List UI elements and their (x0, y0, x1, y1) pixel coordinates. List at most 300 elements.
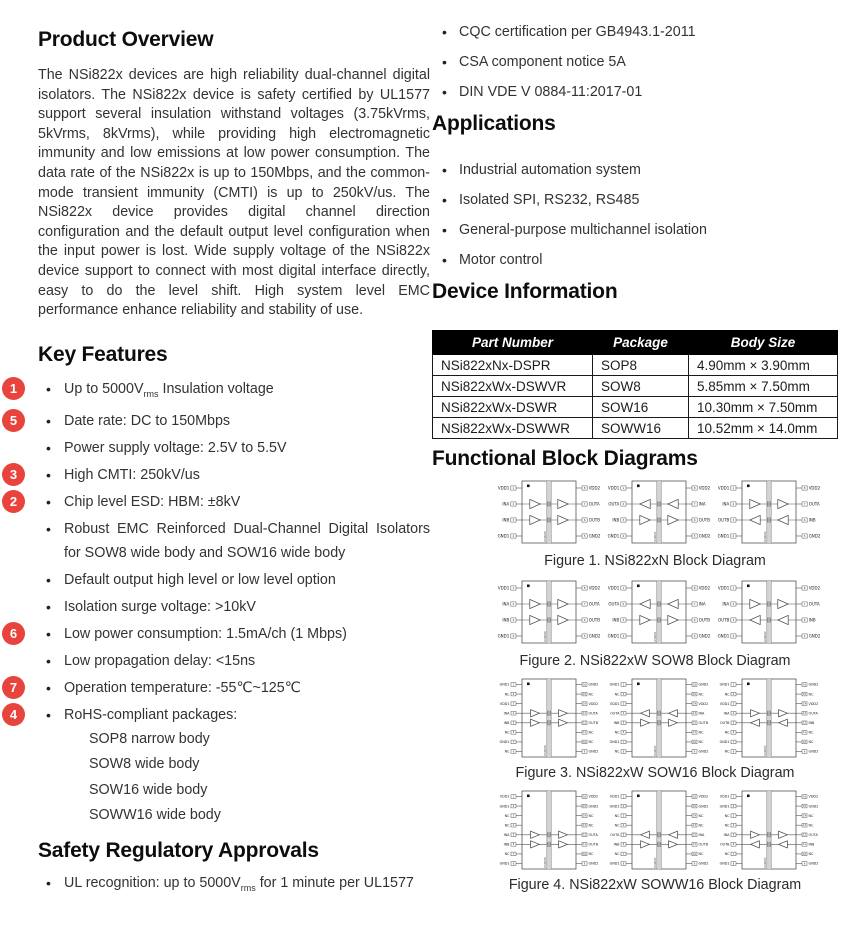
list-item (9, 622, 430, 646)
svg-text:GND2: GND2 (698, 682, 709, 687)
bullet-icon: • (46, 598, 51, 615)
svg-text:NC: NC (698, 813, 704, 818)
svg-text:3: 3 (512, 517, 515, 522)
svg-text:4: 4 (622, 633, 625, 638)
svg-text:2: 2 (512, 692, 515, 696)
svg-text:6: 6 (693, 617, 696, 622)
svg-text:10: 10 (802, 740, 807, 744)
list-item (9, 703, 430, 829)
svg-text:4: 4 (622, 533, 625, 538)
svg-text:GND1: GND1 (499, 861, 510, 866)
svg-text:NSi8221: NSi8221 (653, 857, 657, 868)
applications-list (432, 160, 838, 270)
bullet-icon: • (442, 222, 447, 238)
svg-text:OUTB: OUTB (588, 617, 600, 623)
svg-text:6: 6 (732, 843, 735, 847)
svg-text:14: 14 (692, 814, 697, 818)
table-row (433, 355, 838, 376)
svg-text:3: 3 (732, 814, 735, 818)
svg-text:NSi8220: NSi8220 (543, 631, 547, 642)
list-item (432, 160, 838, 180)
svg-text:7: 7 (803, 601, 806, 606)
svg-text:GND1: GND1 (499, 740, 510, 745)
svg-text:NC: NC (504, 692, 510, 697)
list-item-text: RoHS-compliant packages: SOP8 narrow body SOW8 wide body SOW16 wide body SOWW16 wide body (64, 703, 430, 829)
svg-text:5: 5 (512, 833, 515, 837)
list-item-text: CQC certification per GB4943.1-2011 (459, 24, 696, 40)
list-item (432, 250, 838, 270)
svg-text:1: 1 (732, 795, 735, 799)
list-item-text: UL recognition: up to $5000V_{rms}$ for 1 minute per UL1577 (64, 874, 414, 893)
svg-text:NC: NC (588, 730, 594, 735)
figure-block (490, 477, 820, 569)
figure-caption: Figure 3. NSi822xW SOW16 Block Diagram (515, 765, 795, 781)
svg-text:7: 7 (693, 601, 696, 606)
svg-text:NSi8221: NSi8221 (653, 745, 657, 756)
svg-text:6: 6 (693, 517, 696, 522)
svg-text:INB: INB (613, 720, 620, 725)
figure-caption: Figure 1. NSi822xN Block Diagram (544, 553, 766, 569)
bullet-icon: • (46, 652, 51, 669)
svg-text:NC: NC (808, 692, 814, 697)
figure-block (490, 677, 820, 781)
table-cell: NSi822xWx-DSWR (433, 397, 593, 418)
approvals-list (432, 22, 838, 102)
bullet-icon: • (442, 84, 447, 100)
svg-text:INA: INA (503, 711, 510, 716)
list-item-text: Date rate: DC to 150Mbps (64, 412, 231, 429)
svg-text:11: 11 (802, 731, 807, 735)
svg-text:2: 2 (622, 601, 625, 606)
feature-number-badge: 7 (2, 676, 25, 699)
svg-text:7: 7 (622, 852, 625, 856)
svg-text:OUTB: OUTB (718, 517, 730, 523)
svg-text:OUTB: OUTB (719, 842, 730, 847)
svg-text:NC: NC (808, 823, 814, 828)
svg-text:INA: INA (698, 711, 705, 716)
svg-text:GND2: GND2 (588, 633, 601, 639)
table-cell: 5.85mm × 7.50mm (689, 376, 838, 397)
svg-text:15: 15 (582, 692, 587, 696)
svg-text:VDD2: VDD2 (698, 485, 711, 491)
svg-text:VDD2: VDD2 (588, 794, 599, 799)
svg-text:NC: NC (724, 749, 730, 754)
svg-text:6: 6 (803, 517, 806, 522)
svg-text:7: 7 (732, 740, 735, 744)
bullet-icon: • (442, 54, 447, 70)
svg-text:3: 3 (732, 517, 735, 522)
svg-text:NC: NC (588, 740, 594, 745)
svg-text:7: 7 (512, 852, 515, 856)
applications-heading: Applications (432, 112, 556, 135)
svg-text:GND1: GND1 (717, 633, 730, 639)
svg-text:3: 3 (622, 517, 625, 522)
svg-text:NC: NC (724, 692, 730, 697)
svg-text:11: 11 (692, 843, 697, 847)
svg-text:GND1: GND1 (499, 804, 510, 809)
svg-text:5: 5 (803, 533, 806, 538)
list-item (38, 871, 430, 900)
device-information-table (432, 330, 838, 439)
svg-text:OUTB: OUTB (698, 842, 709, 847)
bullet-icon: • (46, 412, 51, 429)
svg-text:12: 12 (582, 833, 587, 837)
package-option: SOP8 narrow body (89, 730, 210, 747)
svg-text:7: 7 (732, 852, 735, 856)
svg-text:OUTA: OUTA (588, 601, 600, 607)
svg-text:NSi8222: NSi8222 (763, 745, 767, 756)
svg-text:VDD2: VDD2 (588, 485, 601, 491)
svg-text:7: 7 (512, 740, 515, 744)
svg-text:GND2: GND2 (698, 861, 709, 866)
svg-text:INA: INA (503, 832, 510, 837)
svg-text:5: 5 (803, 633, 806, 638)
svg-text:NC: NC (504, 730, 510, 735)
svg-text:NC: NC (724, 823, 730, 828)
svg-text:2: 2 (732, 501, 735, 506)
table-header-row (433, 331, 838, 355)
svg-text:15: 15 (692, 692, 697, 696)
device-table-body (433, 355, 838, 439)
svg-text:3: 3 (622, 617, 625, 622)
chip-diagram (490, 789, 820, 873)
svg-text:4: 4 (512, 824, 515, 828)
bullet-icon: • (46, 380, 51, 397)
svg-text:NC: NC (614, 730, 620, 735)
svg-text:VDD2: VDD2 (698, 794, 709, 799)
svg-text:10: 10 (582, 852, 587, 856)
svg-text:14: 14 (802, 814, 807, 818)
chip-diagram (490, 677, 820, 761)
list-item (432, 52, 838, 72)
svg-text:12: 12 (802, 833, 807, 837)
svg-text:GND2: GND2 (698, 804, 709, 809)
svg-text:VDD1: VDD1 (499, 794, 510, 799)
svg-text:NSi8222: NSi8222 (763, 531, 767, 542)
svg-text:3: 3 (622, 702, 625, 706)
svg-text:NC: NC (724, 813, 730, 818)
svg-text:NSi8220: NSi8220 (543, 857, 547, 868)
svg-text:VDD2: VDD2 (808, 585, 820, 591)
svg-text:1: 1 (622, 683, 625, 687)
svg-text:7: 7 (583, 501, 586, 506)
fbd-heading: Functional Block Diagrams (432, 447, 698, 470)
svg-text:13: 13 (692, 824, 697, 828)
svg-text:INA: INA (698, 832, 705, 837)
svg-text:OUTB: OUTB (718, 617, 730, 623)
svg-text:GND2: GND2 (808, 861, 819, 866)
svg-text:OUTB: OUTB (698, 517, 710, 523)
svg-text:OUTB: OUTB (588, 517, 600, 523)
svg-text:2: 2 (512, 804, 515, 808)
svg-text:GND1: GND1 (497, 633, 510, 639)
package-option: SOW8 wide body (89, 756, 200, 773)
table-header-cell: Body Size (689, 331, 838, 355)
svg-text:GND1: GND1 (607, 533, 620, 539)
svg-text:NC: NC (808, 813, 814, 818)
svg-text:4: 4 (732, 533, 735, 538)
svg-text:4: 4 (512, 533, 515, 538)
svg-text:5: 5 (583, 633, 586, 638)
list-item-text: Operation temperature: -55℃~125℃ (64, 679, 301, 696)
chip-diagram (490, 577, 820, 649)
product-overview-heading: Product Overview (38, 28, 214, 51)
product-overview-paragraph: The NSi822x devices are high reliability dual-channel digital isolators. The NSi822x device is safety certified by UL1577 support several insulation withstand voltages (3.75kVrms, 5kVrms, 8kVrms), while providing high electromagnetic immunity and low emissions at low power consumption. The data rate of the NSi822x is up to 150Mbps, and the common-mode transient immunity (CMTI) is up to 250kV/us. The NSi822x device provides digital channel direction configuration and the default output level configuration when the input power is lost. Wide supply voltage of the NSi822x device support to connect with most digital interface directly, easy to do the level shift. High system level EMC performance enhance reliability and stability of use. (38, 67, 430, 319)
svg-text:INB: INB (808, 842, 815, 847)
svg-text:9: 9 (693, 750, 696, 754)
svg-text:7: 7 (622, 740, 625, 744)
feature-number-badge: 5 (2, 409, 25, 432)
svg-text:3: 3 (512, 814, 515, 818)
svg-text:1: 1 (622, 585, 625, 590)
right-column (432, 0, 838, 901)
table-cell: SOW16 (593, 397, 689, 418)
svg-text:INA: INA (723, 832, 730, 837)
bullet-icon: • (46, 874, 51, 891)
table-cell: SOP8 (593, 355, 689, 376)
svg-text:5: 5 (583, 533, 586, 538)
svg-text:16: 16 (802, 683, 807, 687)
svg-text:GND2: GND2 (808, 533, 820, 539)
left-column (9, 0, 430, 902)
svg-text:NC: NC (504, 813, 510, 818)
svg-text:8: 8 (583, 485, 586, 490)
svg-text:OUTA: OUTA (608, 501, 620, 507)
svg-text:NC: NC (614, 823, 620, 828)
figure-block (490, 577, 820, 669)
svg-text:INA: INA (698, 501, 706, 507)
svg-text:5: 5 (512, 721, 515, 725)
bullet-icon: • (46, 706, 51, 723)
svg-text:NC: NC (614, 852, 620, 857)
svg-text:5: 5 (693, 533, 696, 538)
svg-text:VDD2: VDD2 (698, 701, 709, 706)
svg-text:VDD1: VDD1 (609, 701, 620, 706)
svg-text:VDD2: VDD2 (588, 585, 601, 591)
svg-text:1: 1 (512, 485, 515, 490)
svg-text:OUTA: OUTA (808, 601, 820, 607)
svg-text:13: 13 (582, 824, 587, 828)
svg-text:GND2: GND2 (588, 749, 599, 754)
svg-text:16: 16 (582, 795, 587, 799)
feature-number-badge: 6 (2, 622, 25, 645)
list-item (9, 409, 430, 433)
svg-text:INA: INA (502, 601, 510, 607)
svg-text:16: 16 (692, 683, 697, 687)
svg-text:OUTA: OUTA (808, 501, 820, 507)
bullet-icon: • (442, 192, 447, 208)
svg-text:2: 2 (732, 804, 735, 808)
svg-text:VDD2: VDD2 (698, 585, 711, 591)
key-features-list (9, 377, 430, 829)
table-cell: 4.90mm × 3.90mm (689, 355, 838, 376)
figures-container (432, 477, 838, 893)
svg-text:3: 3 (732, 617, 735, 622)
list-item-text: Isolation surge voltage: >10kV (64, 598, 256, 615)
svg-text:6: 6 (732, 731, 735, 735)
svg-text:OUTB: OUTB (698, 720, 709, 725)
svg-text:VDD1: VDD1 (499, 701, 510, 706)
svg-text:GND1: GND1 (609, 804, 620, 809)
table-cell: SOW8 (593, 376, 689, 397)
svg-text:GND2: GND2 (588, 804, 599, 809)
svg-text:9: 9 (803, 750, 806, 754)
svg-text:12: 12 (692, 833, 697, 837)
svg-text:9: 9 (693, 862, 696, 866)
svg-text:15: 15 (802, 804, 807, 808)
svg-text:10: 10 (582, 740, 587, 744)
svg-text:GND1: GND1 (497, 533, 510, 539)
svg-text:2: 2 (512, 501, 515, 506)
svg-text:13: 13 (802, 824, 807, 828)
svg-text:GND2: GND2 (808, 749, 819, 754)
key-features-heading: Key Features (38, 342, 168, 366)
svg-text:NC: NC (808, 740, 814, 745)
svg-text:8: 8 (803, 485, 806, 490)
svg-text:GND2: GND2 (698, 533, 711, 539)
chip-diagram (490, 477, 820, 549)
svg-text:GND2: GND2 (698, 633, 711, 639)
svg-text:NC: NC (588, 852, 594, 857)
list-item-text: General-purpose multichannel isolation (459, 222, 707, 238)
svg-text:OUTA: OUTA (808, 832, 818, 837)
list-item-text: High CMTI: 250kV/us (64, 466, 200, 483)
list-item-text: Robust EMC Reinforced Dual-Channel Digital Isolators for SOW8 wide body and SOW16 wide body (64, 520, 430, 561)
svg-text:NC: NC (588, 692, 594, 697)
svg-text:5: 5 (732, 833, 735, 837)
svg-text:INA: INA (723, 711, 730, 716)
list-item-text: CSA component notice 5A (459, 54, 626, 70)
svg-text:4: 4 (512, 712, 515, 716)
svg-text:8: 8 (732, 750, 735, 754)
svg-text:NC: NC (614, 692, 620, 697)
svg-text:8: 8 (622, 750, 625, 754)
svg-text:NC: NC (504, 823, 510, 828)
table-cell: NSi822xWx-DSWVR (433, 376, 593, 397)
svg-text:VDD1: VDD1 (719, 794, 730, 799)
svg-text:OUTA: OUTA (610, 711, 620, 716)
svg-text:13: 13 (582, 712, 587, 716)
svg-text:NC: NC (588, 813, 594, 818)
svg-text:6: 6 (583, 617, 586, 622)
svg-text:5: 5 (732, 721, 735, 725)
list-item-text: Industrial automation system (459, 162, 641, 178)
svg-text:NSi8222: NSi8222 (763, 631, 767, 642)
chip-diagram-svg (490, 577, 820, 649)
svg-text:NC: NC (504, 852, 510, 857)
svg-text:14: 14 (692, 702, 697, 706)
svg-text:NC: NC (698, 730, 704, 735)
svg-text:GND1: GND1 (609, 861, 620, 866)
list-item (38, 649, 430, 673)
safety-heading: Safety Regulatory Approvals (38, 838, 319, 862)
svg-text:9: 9 (583, 862, 586, 866)
svg-text:NC: NC (808, 852, 814, 857)
list-item (38, 568, 430, 592)
svg-text:NC: NC (724, 730, 730, 735)
package-option: SOW16 wide body (89, 781, 208, 798)
svg-text:1: 1 (622, 795, 625, 799)
svg-text:15: 15 (802, 692, 807, 696)
svg-text:OUTB: OUTB (588, 842, 599, 847)
svg-text:OUTA: OUTA (610, 832, 620, 837)
svg-text:12: 12 (802, 721, 807, 725)
svg-text:NC: NC (588, 823, 594, 828)
svg-text:15: 15 (582, 804, 587, 808)
svg-text:VDD1: VDD1 (607, 585, 620, 591)
svg-text:14: 14 (802, 702, 807, 706)
svg-text:8: 8 (622, 862, 625, 866)
bullet-icon: • (46, 439, 51, 456)
svg-text:GND2: GND2 (588, 861, 599, 866)
svg-text:INB: INB (612, 617, 620, 623)
svg-text:INB: INB (503, 720, 510, 725)
svg-text:2: 2 (622, 692, 625, 696)
bullet-icon: • (442, 252, 447, 268)
svg-text:INB: INB (613, 842, 620, 847)
svg-text:15: 15 (692, 804, 697, 808)
svg-text:NSi8222: NSi8222 (763, 857, 767, 868)
list-item-text: Power supply voltage: 2.5V to 5.5V (64, 439, 287, 456)
svg-text:9: 9 (803, 862, 806, 866)
svg-text:12: 12 (582, 721, 587, 725)
list-item (9, 490, 430, 514)
bullet-icon: • (442, 24, 447, 40)
list-item (9, 377, 430, 406)
svg-text:3: 3 (732, 702, 735, 706)
svg-text:INA: INA (698, 601, 706, 607)
feature-number-badge: 1 (2, 377, 25, 400)
svg-text:OUTB: OUTB (698, 617, 710, 623)
svg-text:VDD1: VDD1 (717, 585, 730, 591)
svg-text:OUTA: OUTA (808, 711, 818, 716)
chip-diagram-svg (490, 677, 820, 761)
svg-text:16: 16 (802, 795, 807, 799)
svg-text:10: 10 (692, 740, 697, 744)
svg-text:GND2: GND2 (808, 633, 820, 639)
svg-text:OUTA: OUTA (608, 601, 620, 607)
table-row (433, 397, 838, 418)
svg-text:5: 5 (622, 833, 625, 837)
svg-text:NC: NC (698, 852, 704, 857)
svg-text:13: 13 (802, 712, 807, 716)
svg-text:1: 1 (512, 683, 515, 687)
list-item (9, 463, 430, 487)
svg-text:INB: INB (612, 517, 620, 523)
svg-text:GND2: GND2 (808, 804, 819, 809)
svg-text:GND1: GND1 (499, 682, 510, 687)
svg-text:NC: NC (724, 852, 730, 857)
svg-text:VDD1: VDD1 (717, 485, 730, 491)
svg-text:INB: INB (808, 617, 816, 623)
list-item-text: Low power consumption: 1.5mA/ch (1 Mbps) (64, 625, 347, 642)
svg-text:8: 8 (512, 862, 515, 866)
svg-text:11: 11 (582, 731, 587, 735)
svg-text:1: 1 (512, 795, 515, 799)
svg-text:8: 8 (512, 750, 515, 754)
bullet-icon: • (46, 571, 51, 588)
list-item-text: Chip level ESD: HBM: ±8kV (64, 493, 241, 510)
svg-text:NC: NC (698, 823, 704, 828)
svg-text:INA: INA (722, 601, 730, 607)
svg-text:8: 8 (693, 585, 696, 590)
svg-text:5: 5 (622, 721, 625, 725)
svg-text:GND1: GND1 (719, 804, 730, 809)
svg-text:INB: INB (808, 517, 816, 523)
chip-diagram-svg (490, 477, 820, 549)
svg-text:1: 1 (622, 485, 625, 490)
svg-text:NC: NC (504, 749, 510, 754)
